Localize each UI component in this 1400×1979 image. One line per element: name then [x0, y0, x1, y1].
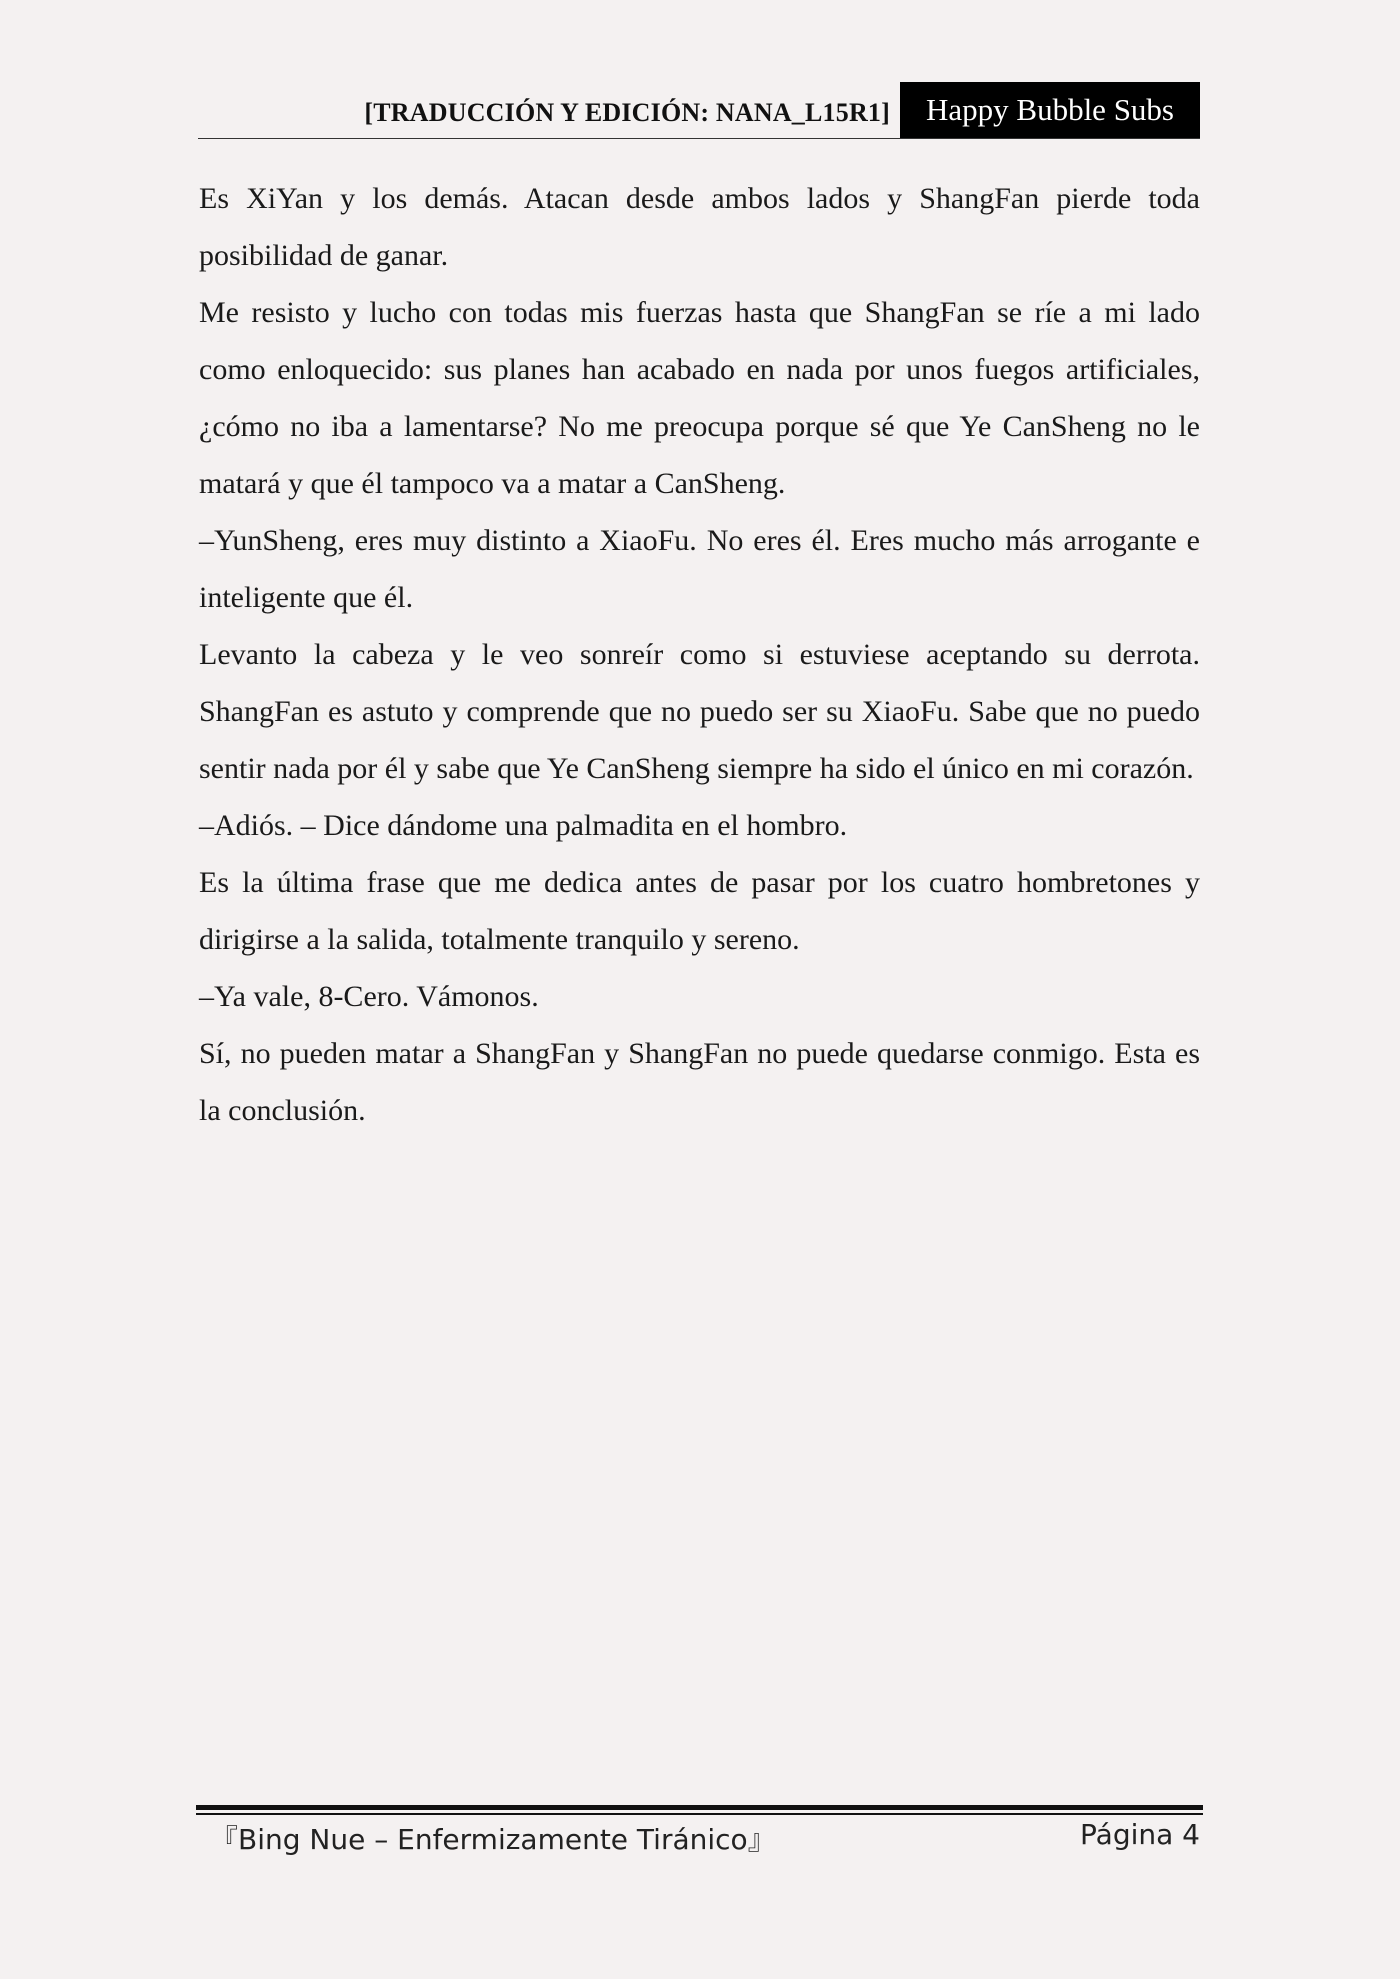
- translation-credit: [TRADUCCIÓN Y EDICIÓN: NANA_L15R1]: [364, 98, 890, 127]
- footer-divider-thick: [196, 1805, 1203, 1810]
- footer-divider-thin: [196, 1813, 1203, 1815]
- group-brand-label: Happy Bubble Subs: [900, 82, 1200, 138]
- paragraph: Sí, no pueden matar a ShangFan y ShangFan no puede quedarse conmigo. Esta es la conclusión.: [199, 1037, 1200, 1127]
- page-header: [198, 82, 1200, 139]
- paragraph: –YunSheng, eres muy distinto a XiaoFu. No eres él. Eres mucho más arrogante e inteligente que él.: [199, 524, 1200, 614]
- paragraph: –Adiós. – Dice dándome una palmadita en el hombro.: [199, 809, 848, 842]
- paragraph: Es XiYan y los demás. Atacan desde ambos lados y ShangFan pierde toda posibilidad de ganar.: [199, 182, 1200, 272]
- footer-page-number: Página 4: [1080, 1818, 1200, 1851]
- document-body: [199, 170, 1200, 1139]
- paragraph: Levanto la cabeza y le veo sonreír como si estuviese aceptando su derrota. ShangFan es astuto y comprende que no puedo ser su XiaoFu. Sabe que no puedo sentir nada por él y sabe que Ye CanSheng siempre ha sido el único en mi corazón.: [199, 638, 1200, 785]
- footer-book-title: 『Bing Nue – Enfermizamente Tiránico』: [210, 1823, 776, 1856]
- paragraph: Me resisto y lucho con todas mis fuerzas hasta que ShangFan se ríe a mi lado como enloquecido: sus planes han acabado en nada por unos fuegos artificiales, ¿cómo no iba a lamentarse? No me preocupa porque sé que Ye CanSheng no le matará y que él tampoco va a matar a CanSheng.: [199, 296, 1200, 500]
- paragraph: –Ya vale, 8-Cero. Vámonos.: [199, 980, 539, 1013]
- paragraph: Es la última frase que me dedica antes de pasar por los cuatro hombretones y dirigirse a la salida, totalmente tranquilo y sereno.: [199, 866, 1200, 956]
